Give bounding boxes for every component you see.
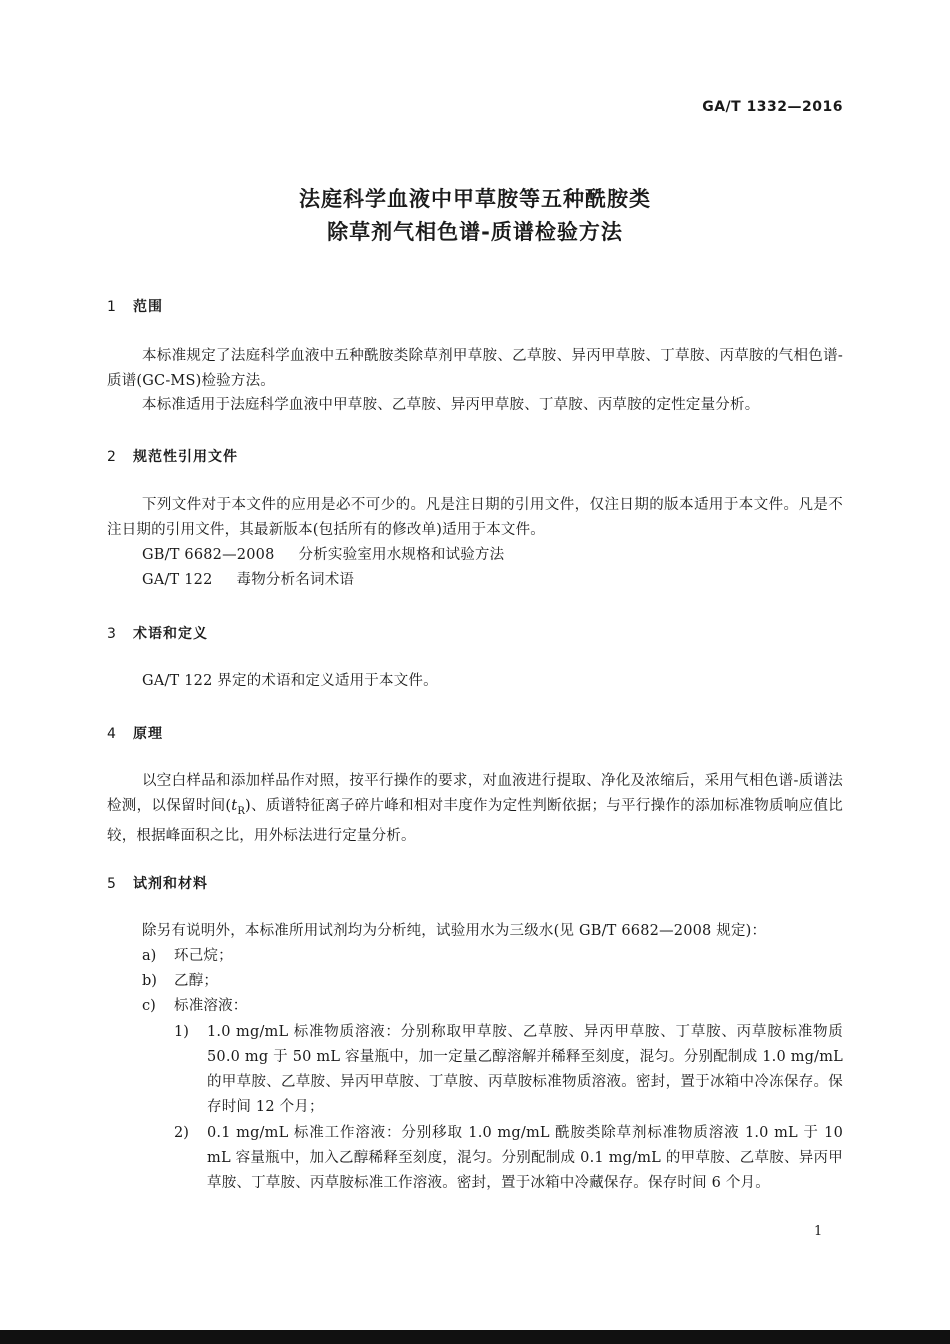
section-number: 2 bbox=[107, 449, 117, 465]
document-title-line-2: 除草剂气相色谱-质谱检验方法 bbox=[327, 220, 623, 244]
section-1-paragraph-2: 本标准适用于法庭科学血液中甲草胺、乙草胺、异丙甲草胺、丁草胺、丙草胺的定性定量分析。 bbox=[142, 397, 760, 413]
section-title: 规范性引用文件 bbox=[133, 449, 238, 465]
normative-reference-1 bbox=[142, 543, 504, 568]
section-title: 试剂和材料 bbox=[133, 876, 208, 892]
section-5-heading bbox=[107, 873, 208, 893]
reference-title: 毒物分析名词术语 bbox=[236, 572, 355, 588]
section-1-heading bbox=[107, 296, 163, 316]
reference-title: 分析实验室用水规格和试验方法 bbox=[298, 547, 505, 563]
section-1-paragraph-1: 本标准规定了法庭科学血液中五种酰胺类除草剂甲草胺、乙草胺、异丙甲草胺、丁草胺、丙草胺的气相色谱-质谱(GC-MS)检验方法。 bbox=[107, 348, 843, 389]
section-title: 范围 bbox=[133, 299, 163, 315]
principle-text-before: 以空白样品和添加样品作对照，按平行操作的要求，对血液进行提取、净化及浓缩后，采用气相色谱-质谱法检测，以保留时间( bbox=[107, 773, 843, 814]
normative-reference-2 bbox=[142, 568, 354, 593]
list-item-marker: a) bbox=[142, 948, 157, 964]
standard-code: GA/T 1332—2016 bbox=[702, 99, 843, 115]
section-number: 4 bbox=[107, 726, 117, 742]
retention-time-symbol: t bbox=[231, 798, 238, 814]
sub-list-item: 1.0 mg/mL 标准物质溶液：分别称取甲草胺、乙草胺、异丙甲草胺、丁草胺、丙草胺标准物质 50.0 mg 于 50 mL 容量瓶中，加一定量乙醇溶解并稀释至刻度，混匀。分别配制成 1.0 mg/mL 的甲草胺、乙草胺、异丙甲草胺、丁草胺、丙草胺标准物质溶液。密封，置于冰箱中冷冻保存。保存时间 12 个月； bbox=[207, 1024, 843, 1115]
retention-time-subscript: R bbox=[237, 805, 246, 817]
page-number: 1 bbox=[814, 1224, 823, 1239]
section-3-paragraph-1: GA/T 122 界定的术语和定义适用于本文件。 bbox=[142, 673, 438, 689]
section-title: 术语和定义 bbox=[133, 626, 208, 642]
bottom-border bbox=[0, 1330, 950, 1344]
list-item: 环己烷； bbox=[174, 948, 233, 964]
section-number: 3 bbox=[107, 626, 117, 642]
section-5-intro: 除另有说明外，本标准所用试剂均为分析纯，试验用水为三级水(见 GB/T 6682—2008 规定)： bbox=[142, 923, 767, 939]
reference-code: GB/T 6682—2008 bbox=[142, 547, 275, 563]
list-item-marker: c) bbox=[142, 998, 156, 1014]
section-4-heading bbox=[107, 723, 163, 743]
list-item: 标准溶液： bbox=[174, 998, 248, 1014]
section-number: 5 bbox=[107, 876, 117, 892]
section-4-paragraph-1 bbox=[107, 769, 843, 849]
sub-list-item-marker: 1) bbox=[174, 1024, 189, 1040]
section-2-heading bbox=[107, 446, 238, 466]
document-title-line-1: 法庭科学血液中甲草胺等五种酰胺类 bbox=[299, 187, 651, 211]
section-title: 原理 bbox=[133, 726, 163, 742]
reference-code: GA/T 122 bbox=[142, 572, 213, 588]
section-number: 1 bbox=[107, 299, 117, 315]
list-item: 乙醇； bbox=[174, 973, 219, 989]
principle-text-after: )、质谱特征离子碎片峰和相对丰度作为定性判断依据；与平行操作的添加标准物质响应值比较，根据峰面积之比，用外标法进行定量分析。 bbox=[107, 798, 843, 844]
sub-list-item-marker: 2) bbox=[174, 1125, 189, 1141]
section-2-paragraph-1: 下列文件对于本文件的应用是必不可少的。凡是注日期的引用文件，仅注日期的版本适用于本文件。凡是不注日期的引用文件，其最新版本(包括所有的修改单)适用于本文件。 bbox=[107, 497, 843, 538]
sub-list-item: 0.1 mg/mL 标准工作溶液：分别移取 1.0 mg/mL 酰胺类除草剂标准物质溶液 1.0 mL 于 10 mL 容量瓶中，加入乙醇稀释至刻度，混匀。分别配制成 0.1 mg/mL 的甲草胺、乙草胺、异丙甲草胺、丁草胺、丙草胺标准工作溶液。密封，置于冰箱中冷藏保存。保存时间 6 个月。 bbox=[207, 1125, 843, 1191]
list-item-marker: b) bbox=[142, 973, 157, 989]
section-3-heading bbox=[107, 623, 208, 643]
